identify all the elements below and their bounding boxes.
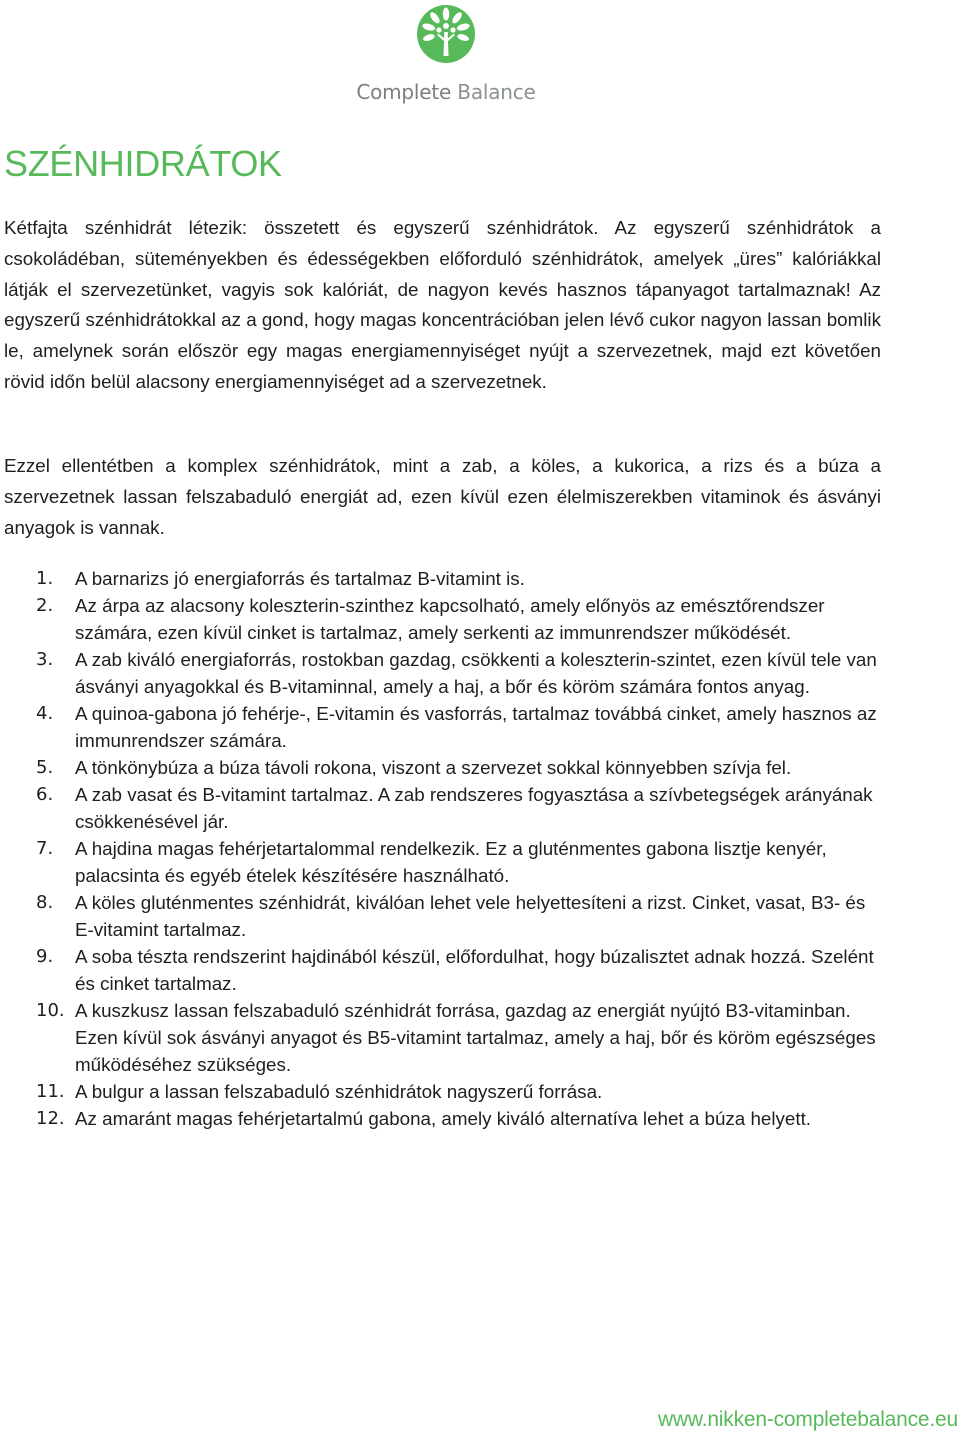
list-number: 6. <box>36 784 54 805</box>
list-item <box>36 565 886 592</box>
grain-list <box>36 565 886 1132</box>
list-text: Az árpa az alacsony koleszterin-szinthez kapcsolható, amely előnyös az emésztőrendszer számára, ezen kívül cinket is tartalmaz, amely serkenti az immunrendszer működését. <box>75 595 825 643</box>
list-item <box>36 1105 886 1132</box>
list-text: Az amaránt magas fehérjetartalmú gabona, amely kiváló alternatíva lehet a búza helyett. <box>75 1108 812 1129</box>
page-title: SZÉNHIDRÁTOK <box>4 143 282 184</box>
list-item <box>36 835 886 889</box>
list-number: 11. <box>36 1081 65 1102</box>
list-number: 8. <box>36 892 54 913</box>
contrast-paragraph: Ezzel ellentétben a komplex szénhidrátok, mint a zab, a köles, a kukorica, a rizs és a búza a szervezetnek lassan felszabaduló energiát ad, ezen kívül ezen élelmiszerekben vitaminok és ásványi anyagok is vannak. <box>4 455 881 538</box>
list-item <box>36 781 886 835</box>
list-text: A zab kiváló energiaforrás, rostokban gazdag, csökkenti a koleszterin-szintet, ezen kívül tele van ásványi anyagokkal és B-vitaminnal, amely a haj, a bőr és köröm számára fontos anyag. <box>75 649 877 697</box>
list-text: A hajdina magas fehérjetartalommal rendelkezik. Ez a gluténmentes gabona lisztje kenyér, palacsinta és egyéb ételek készítésére használható. <box>75 838 827 886</box>
brand-name-part1: Complete <box>356 80 452 104</box>
list-item <box>36 592 886 646</box>
list-item <box>36 700 886 754</box>
list-number: 9. <box>36 946 54 967</box>
list-text: A köles gluténmentes szénhidrát, kiválóan lehet vele helyettesíteni a rizst. Cinket, vasat, B3- és E-vitamint tartalmaz. <box>75 892 866 940</box>
list-text: A quinoa-gabona jó fehérje-, E-vitamin és vasforrás, tartalmaz továbbá cinket, amely hasznos az immunrendszer számára. <box>75 703 877 751</box>
list-number: 3. <box>36 649 54 670</box>
list-text: A barnarizs jó energiaforrás és tartalmaz B-vitamint is. <box>75 568 525 589</box>
intro-paragraph: Kétfajta szénhidrát létezik: összetett és egyszerű szénhidrátok. Az egyszerű szénhidrátok a csokoládéban, süteményekben és édességekben előforduló szénhidrátok, amelyek „üres” kalóriákkal látják el szervezetünket, vagyis sok kalóriát, de nagyon kevés hasznos tápanyagot tartalmaznak! Az egyszerű szénhidrátokkal az a gond, hogy magas koncentrációban jelen lévő cukor nagyon lassan bomlik le, amelynek során először egy magas energiamennyiséget nyújt a szervezetnek, majd ezt követően rövid időn belül alacsony energiamennyiséget ad a szervezetnek. <box>4 217 881 392</box>
list-number: 7. <box>36 838 54 859</box>
list-item <box>36 889 886 943</box>
list-number: 10. <box>36 1000 65 1021</box>
brand-name <box>356 80 536 104</box>
list-text: A tönkönybúza a búza távoli rokona, viszont a szervezet sokkal könnyebben szívja fel. <box>75 757 792 778</box>
list-number: 1. <box>36 568 54 589</box>
list-item <box>36 646 886 700</box>
list-number: 12. <box>36 1108 65 1129</box>
tree-icon <box>416 2 476 68</box>
list-number: 4. <box>36 703 54 724</box>
list-item <box>36 943 886 997</box>
list-text: A kuszkusz lassan felszabaduló szénhidrát forrása, gazdag az energiát nyújtó B3-vitaminban. Ezen kívül sok ásványi anyagot és B5-vitamint tartalmaz, amely a haj, bőr és köröm egészséges működéséhez szükséges. <box>75 1000 876 1075</box>
logo <box>356 2 536 110</box>
list-item <box>36 754 886 781</box>
brand-name-part2: Balance <box>457 80 536 104</box>
list-item <box>36 1078 886 1105</box>
list-number: 2. <box>36 595 54 616</box>
list-number: 5. <box>36 757 54 778</box>
footer-url[interactable]: www.nikken-completebalance.eu <box>657 1408 958 1431</box>
list-text: A bulgur a lassan felszabaduló szénhidrátok nagyszerű forrása. <box>75 1081 603 1102</box>
list-text: A soba tészta rendszerint hajdinából készül, előfordulhat, hogy búzalisztet adnak hozzá. Szelént és cinket tartalmaz. <box>75 946 874 994</box>
list-item <box>36 997 886 1078</box>
list-text: A zab vasat és B-vitamint tartalmaz. A zab rendszeres fogyasztása a szívbetegségek arányának csökkenésével jár. <box>75 784 873 832</box>
